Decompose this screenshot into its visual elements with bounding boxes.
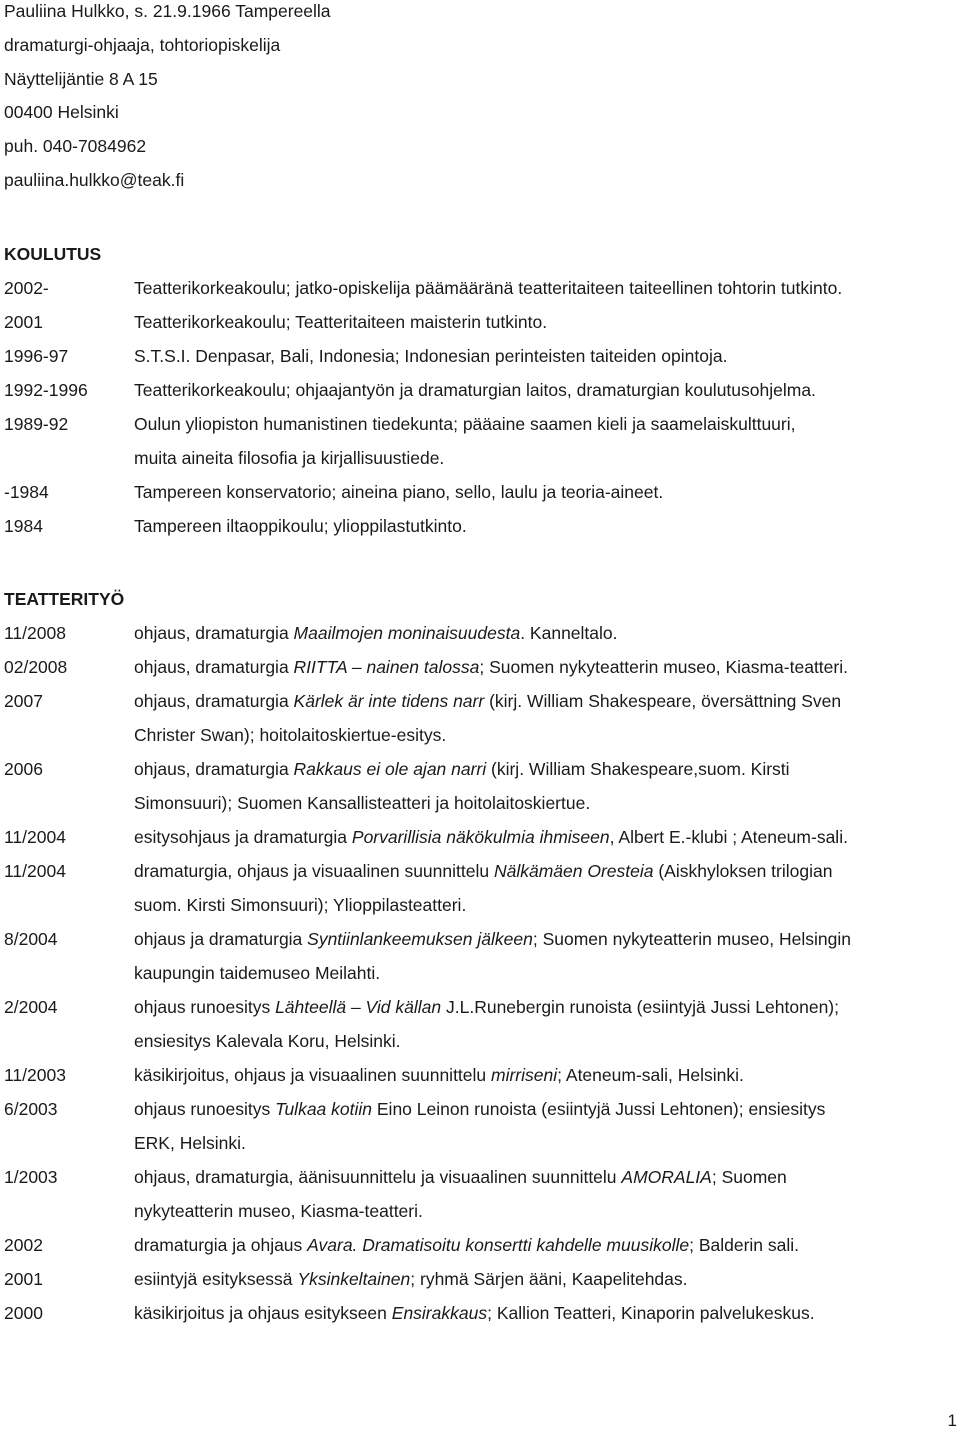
entry-line xyxy=(134,656,954,690)
work-title: Rakkaus ei ole ajan narri xyxy=(293,758,487,779)
entry-text: käsikirjoitus, ohjaus ja visuaalinen suunnittelu xyxy=(134,1064,492,1085)
teatterityo-entry xyxy=(4,1064,954,1098)
teatterityo-entry xyxy=(4,690,954,758)
entry-description xyxy=(134,379,954,413)
entry-description xyxy=(134,1302,954,1336)
entry-description xyxy=(134,1098,954,1166)
entry-date: 11/2004 xyxy=(4,860,66,881)
work-title: Kärlek är inte tidens narr xyxy=(293,690,485,711)
entry-description xyxy=(134,1234,954,1268)
entry-text: ; Balderin sali. xyxy=(689,1234,800,1255)
entry-line xyxy=(134,1030,954,1064)
teatterityo-entry xyxy=(4,826,954,860)
work-title: Tulkaa kotiin xyxy=(275,1098,373,1119)
entry-text: ERK, Helsinki. xyxy=(134,1132,246,1153)
entry-date: 2/2004 xyxy=(4,996,58,1017)
entry-date: 2000 xyxy=(4,1302,43,1323)
entry-date: 2001 xyxy=(4,1268,43,1289)
entry-text: Eino Leinon runoista (esiintyjä Jussi Lehtonen); ensiesitys xyxy=(372,1098,826,1119)
work-title: Ensirakkaus xyxy=(391,1302,488,1323)
teatterityo-entry xyxy=(4,996,954,1064)
entry-description xyxy=(134,622,954,656)
entry-line: S.T.S.I. Denpasar, Bali, Indonesia; Indonesian perinteisten taiteiden opintoja. xyxy=(134,345,728,366)
entry-text: (Aiskhyloksen trilogian xyxy=(653,860,833,881)
contact-email: pauliina.hulkko@teak.fi xyxy=(4,169,185,190)
entry-line xyxy=(134,1268,954,1302)
entry-date: 11/2003 xyxy=(4,1064,66,1085)
entry-description xyxy=(134,481,954,515)
entry-description xyxy=(134,1268,954,1302)
entry-date: 8/2004 xyxy=(4,928,58,949)
entry-description xyxy=(134,996,954,1064)
teatterityo-entry xyxy=(4,1268,954,1302)
entry-text: ; Suomen nykyteatterin museo, Kiasma-teatteri. xyxy=(479,656,848,677)
entry-line: muita aineita filosofia ja kirjallisuustiede. xyxy=(134,447,445,468)
teatterityo-entry xyxy=(4,1166,954,1234)
entry-description xyxy=(134,656,954,690)
entry-description xyxy=(134,277,954,311)
koulutus-entry xyxy=(4,311,954,345)
entry-text: ; ryhmä Särjen ääni, Kaapelitehdas. xyxy=(410,1268,688,1289)
entry-line xyxy=(134,1132,954,1166)
entry-text: ohjaus, dramaturgia xyxy=(134,690,294,711)
entry-text: Christer Swan); hoitolaitoskiertue-esitys. xyxy=(134,724,447,745)
entry-line xyxy=(134,894,954,928)
entry-line: Teatterikorkeakoulu; Teatteritaiteen maisterin tutkinto. xyxy=(134,311,548,332)
contact-phone: puh. 040-7084962 xyxy=(4,136,147,157)
entry-text: käsikirjoitus ja ohjaus esitykseen xyxy=(134,1302,392,1323)
entry-line xyxy=(134,1064,954,1098)
entry-line xyxy=(134,996,954,1030)
work-title: RIITTA – nainen talossa xyxy=(293,656,480,677)
entry-description xyxy=(134,311,954,345)
work-title: Avara. Dramatisoitu konsertti kahdelle muusikolle xyxy=(307,1234,690,1255)
contact-block xyxy=(4,0,954,203)
contact-city: 00400 Helsinki xyxy=(4,102,119,123)
entry-line xyxy=(134,622,954,656)
entry-description xyxy=(134,515,954,549)
entry-text: ; Suomen nykyteatterin museo, Helsingin xyxy=(532,928,851,949)
entry-line xyxy=(134,1234,954,1268)
entry-date: 11/2004 xyxy=(4,826,66,847)
entry-line xyxy=(134,1098,954,1132)
entry-date: 1989-92 xyxy=(4,413,69,434)
entry-line: Tampereen iltaoppikoulu; ylioppilastutkinto. xyxy=(134,515,467,536)
entry-date: 2007 xyxy=(4,690,43,711)
entry-date: 1984 xyxy=(4,515,43,536)
entry-description xyxy=(134,758,954,826)
teatterityo-entry xyxy=(4,1098,954,1166)
entry-text: (kirj. William Shakespeare,suom. Kirsti xyxy=(486,758,790,779)
koulutus-entry xyxy=(4,413,954,481)
entry-text: ; Ateneum-sali, Helsinki. xyxy=(557,1064,744,1085)
teatterityo-entry xyxy=(4,656,954,690)
entry-line: Teatterikorkeakoulu; jatko-opiskelija päämääränä teatteritaiteen taiteellinen tohtorin tutkinto. xyxy=(134,277,843,298)
contact-title: dramaturgi-ohjaaja, tohtoriopiskelija xyxy=(4,34,281,55)
entry-text: suom. Kirsti Simonsuuri); Ylioppilasteatteri. xyxy=(134,894,467,915)
entry-line xyxy=(134,860,954,894)
work-title: Yksinkeltainen xyxy=(297,1268,411,1289)
koulutus-entry xyxy=(4,345,954,379)
entry-line xyxy=(134,690,954,724)
entry-text: ohjaus, dramaturgia xyxy=(134,656,294,677)
work-title: mirriseni xyxy=(491,1064,558,1085)
entry-description xyxy=(134,1064,954,1098)
entry-line xyxy=(134,962,954,996)
entry-line xyxy=(134,928,954,962)
entry-text: , Albert E.-klubi ; Ateneum-sali. xyxy=(609,826,848,847)
entry-text: . Kanneltalo. xyxy=(520,622,618,643)
entry-text: esiintyjä esityksessä xyxy=(134,1268,298,1289)
teatterityo-entry xyxy=(4,860,954,928)
entry-text: ohjaus runoesitys xyxy=(134,996,276,1017)
entry-line xyxy=(134,758,954,792)
entry-line xyxy=(134,1302,954,1336)
entry-date: 1/2003 xyxy=(4,1166,58,1187)
entry-description xyxy=(134,690,954,758)
entry-line: Tampereen konservatorio; aineina piano, sello, laulu ja teoria-aineet. xyxy=(134,481,664,502)
entry-text: ; Suomen xyxy=(711,1166,787,1187)
entry-description xyxy=(134,345,954,379)
entry-date: 2001 xyxy=(4,311,43,332)
entry-date: 6/2003 xyxy=(4,1098,58,1119)
entry-date: 2002- xyxy=(4,277,49,298)
entry-line xyxy=(134,826,954,860)
contact-name: Pauliina Hulkko, s. 21.9.1966 Tampereella xyxy=(4,1,331,21)
koulutus-entry xyxy=(4,515,954,549)
entry-date: -1984 xyxy=(4,481,49,502)
entry-text: ohjaus runoesitys xyxy=(134,1098,276,1119)
koulutus-entry xyxy=(4,481,954,515)
entry-text: ohjaus, dramaturgia, äänisuunnittelu ja visuaalinen suunnittelu xyxy=(134,1166,622,1187)
entry-text: ; Kallion Teatteri, Kinaporin palvelukeskus. xyxy=(487,1302,815,1323)
document-page xyxy=(4,0,954,1336)
work-title: Porvarillisia näkökulmia ihmiseen xyxy=(351,826,610,847)
koulutus-heading: KOULUTUS xyxy=(4,243,102,264)
entry-text: dramaturgia ja ohjaus xyxy=(134,1234,308,1255)
entry-line xyxy=(134,1166,954,1200)
entry-description xyxy=(134,413,954,481)
entry-date: 2002 xyxy=(4,1234,43,1255)
work-title: Nälkämäen Oresteia xyxy=(493,860,654,881)
entry-line xyxy=(134,724,954,758)
entry-text: kaupungin taidemuseo Meilahti. xyxy=(134,962,381,983)
entry-text: ohjaus ja dramaturgia xyxy=(134,928,308,949)
entry-line: Oulun yliopiston humanistinen tiedekunta; pääaine saamen kieli ja saamelaiskulttuuri, xyxy=(134,413,796,434)
entry-description xyxy=(134,826,954,860)
entry-text: J.L.Runebergin runoista (esiintyjä Jussi Lehtonen); xyxy=(441,996,839,1017)
teatterityo-entry xyxy=(4,1234,954,1268)
entry-date: 02/2008 xyxy=(4,656,68,677)
entry-text: nykyteatterin museo, Kiasma-teatteri. xyxy=(134,1200,423,1221)
koulutus-entry xyxy=(4,277,954,311)
work-title: AMORALIA xyxy=(621,1166,712,1187)
entry-description xyxy=(134,860,954,928)
entry-text: ohjaus, dramaturgia xyxy=(134,622,294,643)
koulutus-list xyxy=(4,277,954,549)
entry-text: esitysohjaus ja dramaturgia xyxy=(134,826,352,847)
entry-line xyxy=(134,792,954,826)
entry-text: ohjaus, dramaturgia xyxy=(134,758,294,779)
entry-line: Teatterikorkeakoulu; ohjaajantyön ja dramaturgian laitos, dramaturgian koulutusohjelma. xyxy=(134,379,816,400)
entry-description xyxy=(134,1166,954,1234)
entry-text: dramaturgia, ohjaus ja visuaalinen suunnittelu xyxy=(134,860,494,881)
teatterityo-heading: TEATTERITYÖ xyxy=(4,588,125,609)
koulutus-entry xyxy=(4,379,954,413)
teatterityo-entry xyxy=(4,928,954,996)
entry-date: 1996-97 xyxy=(4,345,69,366)
page-number: 1 xyxy=(947,1411,957,1430)
work-title: Lähteellä – Vid källan xyxy=(275,996,442,1017)
entry-date: 1992-1996 xyxy=(4,379,88,400)
entry-date: 11/2008 xyxy=(4,622,66,643)
teatterityo-entry xyxy=(4,622,954,656)
entry-text: ensiesitys Kalevala Koru, Helsinki. xyxy=(134,1030,401,1051)
teatterityo-entry xyxy=(4,758,954,826)
entry-text: (kirj. William Shakespeare, översättning Sven xyxy=(484,690,842,711)
contact-street: Näyttelijäntie 8 A 15 xyxy=(4,68,158,89)
entry-line xyxy=(134,1200,954,1234)
teatterityo-entry xyxy=(4,1302,954,1336)
work-title: Syntiinlankeemuksen jälkeen xyxy=(307,928,533,949)
entry-text: Simonsuuri); Suomen Kansallisteatteri ja hoitolaitoskiertue. xyxy=(134,792,591,813)
entry-date: 2006 xyxy=(4,758,43,779)
teatterityo-list xyxy=(4,622,954,1336)
work-title: Maailmojen moninaisuudesta xyxy=(293,622,521,643)
entry-description xyxy=(134,928,954,996)
